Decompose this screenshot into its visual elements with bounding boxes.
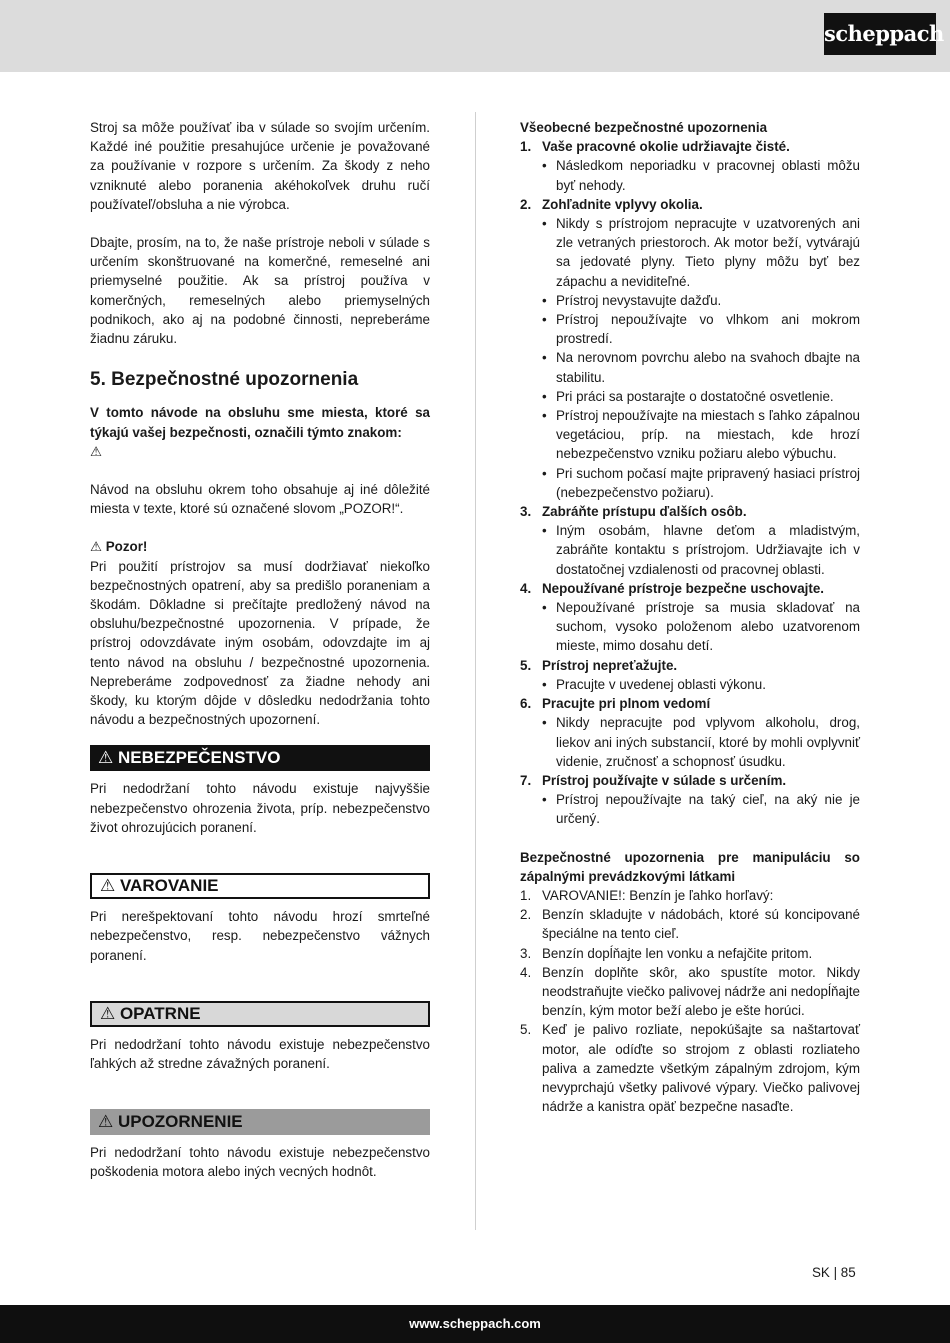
list-item <box>520 963 860 1021</box>
bullet-list <box>520 675 860 694</box>
section-number: 1. <box>520 139 532 155</box>
section-title-text: Zohľadnite vplyvy okolia. <box>542 196 703 212</box>
warning-triangle-icon: ⚠ <box>90 443 103 459</box>
attention-paragraph: Návod na obsluhu okrem toho obsahuje aj iné dôležité miesta v texte, ktoré sú označené slovom „POZOR!“. <box>90 482 430 517</box>
bullet-list <box>520 156 860 194</box>
footer-bar <box>0 1305 950 1343</box>
item-text: VAROVANIE!: Benzín je ľahko horľavý: <box>542 887 774 903</box>
item-number: 4. <box>520 964 532 980</box>
section-title-text: Prístroj používajte v súlade s určením. <box>542 772 787 788</box>
fuel-safety-list <box>520 886 860 1116</box>
list-item: • Iným osobám, hlavne deťom a mladistvým, zabráňte kontaktu s prístrojom. Udržiavajte ich v dostatočnej vzdialenosti od pracovnej oblasti. <box>542 521 860 579</box>
list-item: • Pri suchom počasí majte pripravený hasiaci prístroj (nebezpečenstvo požiaru). <box>542 464 860 502</box>
section-number: 6. <box>520 696 532 712</box>
section-number: 3. <box>520 504 532 520</box>
section-title <box>520 502 860 521</box>
list-item <box>520 1020 860 1116</box>
item-number: 2. <box>520 907 532 923</box>
safety-symbol-intro: V tomto návode na obsluhu sme miesta, ktoré sa týkajú vašej bezpečnosti, označili týmto znakom: <box>90 405 430 440</box>
list-item: • Na nerovnom povrchu alebo na svahoch dbajte na stabilitu. <box>542 348 860 386</box>
left-column <box>90 118 430 1182</box>
list-item <box>520 905 860 943</box>
danger-text: Pri nedodržaní tohto návodu existuje najvyššie nebezpečenstvo ohrozenia života, príp. nebezpečenstvo život ohrozujúcich poranení. <box>90 781 430 835</box>
section-title-text: Vaše pracovné okolie udržiavajte čisté. <box>542 139 790 155</box>
list-item: • Prístroj nevystavujte dažďu. <box>542 291 860 310</box>
list-item: • Nepoužívané prístroje sa musia skladovať na suchom, vysoko položenom alebo uzatvorenom mieste, mimo dosahu detí. <box>542 598 860 656</box>
section-title <box>520 195 860 214</box>
section-title <box>520 656 860 675</box>
section-number: 5. <box>520 657 532 673</box>
item-text: Benzín skladujte v nádobách, ktoré sú koncipované špeciálne na tento cieľ. <box>542 907 860 942</box>
bullet-list <box>520 214 860 502</box>
danger-box: ⚠ NEBEZPEČENSTVO <box>90 745 430 771</box>
scheppach-logo: scheppach <box>824 13 936 55</box>
list-item: • Pracujte v uvedenej oblasti výkonu. <box>542 675 860 694</box>
pozor-label: ⚠ Pozor! <box>90 539 148 555</box>
list-item: • Prístroj nepoužívajte na miestach s ľahko zápalnou vegetáciou, príp. na miestach, kde hrozí nebezpečenstvo vzniku požiaru alebo výbuchu. <box>542 406 860 464</box>
section-number: 2. <box>520 196 532 212</box>
item-number: 5. <box>520 1022 532 1038</box>
notice-box: ⚠ UPOZORNENIE <box>90 1109 430 1135</box>
warning-box: ⚠ VAROVANIE <box>90 873 430 899</box>
section-title-text: Pracujte pri plnom vedomí <box>542 696 711 712</box>
list-item: • Pri práci sa postarajte o dostatočné osvetlenie. <box>542 387 860 406</box>
list-item: • Prístroj nepoužívajte na taký cieľ, na aký nie je určený. <box>542 790 860 828</box>
section-title-text: Prístroj nepreťažujte. <box>542 657 678 673</box>
item-number: 3. <box>520 945 532 961</box>
item-text: Benzín dopĺňajte len vonku a nefajčite pritom. <box>542 945 813 961</box>
precautions-paragraph: Pri použití prístrojov sa musí dodržiavať niekoľko bezpečnostných opatrení, aby sa predišlo poraneniam a škodám. Dôkladne si prečítajte predložený návod na obsluhu/bezpečnostné upozornenia. V prípade, že prístroj odovzdávate iným osobám, odovzdajte im aj tento návod na obsluhu / bezpečnostné upozornenia. Nepreberáme zodpovednosť za žiadne nehody ani škody, ku ktorým dôjde v dôsledku nedodržania tohto návodu a bezpečnostných upozornení. <box>90 558 430 728</box>
bullet-list <box>520 521 860 579</box>
section-heading: 5. Bezpečnostné upozornenia <box>90 369 359 391</box>
item-text: Benzín doplňte skôr, ako spustíte motor. Nikdy neodstraňujte viečko palivovej nádrže ani nedopĺňajte benzín, kým motor beží alebo je ešte horúci. <box>542 964 860 1019</box>
section-title <box>520 694 860 713</box>
list-item <box>520 944 860 963</box>
fuel-safety-title: Bezpečnostné upozornenia pre manipuláciu so zápalnými prevádzkovými látkami <box>520 849 860 884</box>
page-number: SK | 85 <box>812 1265 856 1280</box>
list-item <box>520 886 860 905</box>
general-safety-title: Všeobecné bezpečnostné upozornenia <box>520 120 768 135</box>
section-number: 4. <box>520 580 532 596</box>
column-divider <box>475 112 476 1230</box>
bullet-list <box>520 790 860 828</box>
caution-text: Pri nedodržaní tohto návodu existuje nebezpečenstvo ľahkých až stredne závažných poranení. <box>90 1036 430 1071</box>
caution-box: ⚠ OPATRNE <box>90 1001 430 1027</box>
list-item: • Nikdy nepracujte pod vplyvom alkoholu, drog, liekov ani iných substancií, ktoré by mohli ovplyvniť videnie, zručnosť a schopnosť úsudku. <box>542 713 860 771</box>
header-bar <box>0 0 950 72</box>
footer-url[interactable]: www.scheppach.com <box>409 1316 541 1331</box>
section-title <box>520 579 860 598</box>
list-item: • Prístroj nepoužívajte vo vlhkom ani mokrom prostredí. <box>542 310 860 348</box>
section-title <box>520 137 860 156</box>
general-safety-list <box>520 137 860 828</box>
right-column <box>520 118 860 1116</box>
section-title-text: Zabráňte prístupu ďalších osôb. <box>542 504 747 520</box>
warning-text: Pri nerešpektovaní tohto návodu hrozí smrteľné nebezpečenstvo, resp. nebezpečenstvo vážnych poranení. <box>90 909 430 963</box>
list-item: • Nikdy s prístrojom nepracujte v uzatvorených ani zle vetraných priestoroch. Ak motor beží, vytvárajú sa jedovaté plyny. Tieto plyny môžu byť bez zápachu a neviditeľné. <box>542 214 860 291</box>
commercial-use-paragraph: Dbajte, prosím, na to, že naše prístroje neboli v súlade s určením skonštruované na komerčné, remeselné ani priemyselné použitie. Ak sa prístroj používa v komerčných, remeselných alebo priemyselných podnikoch, ako aj na podobné činnosti, nepreberáme žiadnu záruku. <box>90 235 430 347</box>
item-number: 1. <box>520 887 532 903</box>
section-number: 7. <box>520 772 532 788</box>
section-title <box>520 771 860 790</box>
item-text: Keď je palivo rozliate, nepokúšajte sa naštartovať motor, ale odíďte so strojom z oblasti rozliateho paliva a zamedzte všetkým zápalným zdrojom, kým nevyprchajú všetky palivové výpary. Viečko palivovej nádrže a kanistra opäť bezpečne nasaďte. <box>542 1022 860 1115</box>
bullet-list <box>520 713 860 771</box>
bullet-list <box>520 598 860 656</box>
section-title-text: Nepoužívané prístroje bezpečne uschovajte. <box>542 580 825 596</box>
intended-use-paragraph: Stroj sa môže používať iba v súlade so svojím určením. Každé iné použitie presahujúce určenie je považované za používanie v rozpore s určením. Za škody z neho vzniknuté alebo poranenia akéhokoľvek druhu ručí používateľ/obsluha a nie výrobca. <box>90 120 430 212</box>
notice-text: Pri nedodržaní tohto návodu existuje nebezpečenstvo poškodenia motora alebo iných vecných hodnôt. <box>90 1145 430 1180</box>
list-item: • Následkom neporiadku v pracovnej oblasti môžu byť nehody. <box>542 156 860 194</box>
